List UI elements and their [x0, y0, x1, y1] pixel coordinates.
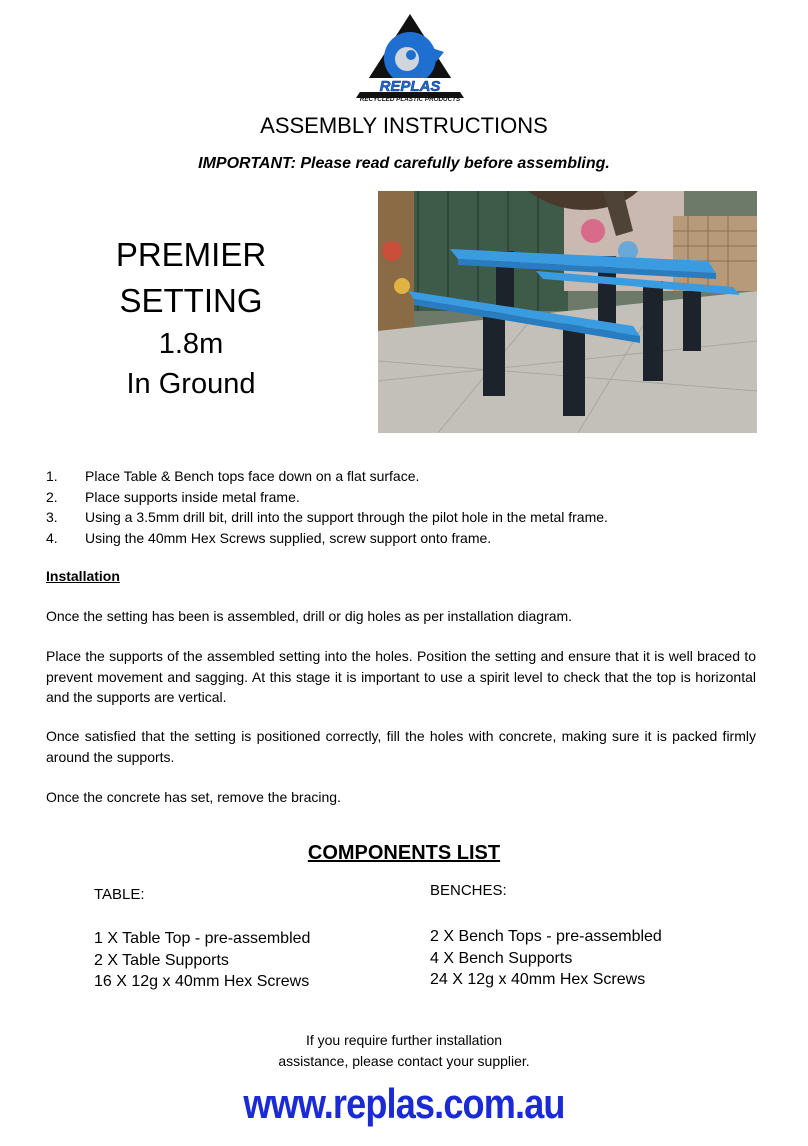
list-item: 16 X 12g x 40mm Hex Screws [94, 973, 310, 990]
installation-paragraph: Once the setting has been is assembled, drill or dig holes as per installation diagram. [46, 608, 573, 624]
installation-paragraph: Place the supports of the assembled setting into the holes. Position the setting and ensure that it is well braced to prevent movement and sagging. At this stage it is important to use a spirit level to check that the top is horizontal and the supports are vertical. [46, 648, 756, 705]
step-number: 1. [46, 468, 58, 484]
step-text: Place Table & Bench tops face down on a flat surface. [85, 468, 420, 484]
installation-heading: Installation [46, 568, 120, 584]
list-item [46, 507, 766, 528]
list-item: 1 X Table Top - pre-assembled [94, 930, 311, 947]
table-components-title: TABLE: [94, 886, 145, 903]
installation-paragraph: Once satisfied that the setting is positioned correctly, fill the holes with concrete, making sure it is packed firmly around the supports. [46, 728, 756, 765]
table-components-list [94, 928, 310, 993]
list-item: 2 X Table Supports [94, 951, 229, 969]
components-heading: COMPONENTS LIST [307, 842, 501, 864]
logo-tagline: RECYCLED PLASTIC PRODUCTS [359, 96, 461, 103]
list-item [46, 528, 766, 549]
list-item: 4 X Bench Supports [430, 949, 573, 967]
assembly-steps [46, 466, 766, 548]
step-number: 2. [46, 488, 58, 505]
installation-paragraph: Once the concrete has set, remove the bracing. [46, 789, 341, 805]
page-title: ASSEMBLY INSTRUCTIONS [260, 113, 548, 138]
product-size: 1.8m [158, 328, 224, 360]
bench-components-title: BENCHES: [430, 882, 507, 899]
step-number: 4. [46, 529, 58, 546]
list-item: 2 X Bench Tops - pre-assembled [430, 928, 662, 945]
support-note-line-1: If you require further installation [305, 1032, 503, 1048]
step-text: Using the 40mm Hex Screws supplied, screw support onto frame. [85, 529, 492, 546]
list-item [46, 487, 766, 508]
website-link[interactable]: www.replas.com.au [243, 1080, 565, 1127]
product-line-1: PREMIER [115, 236, 267, 273]
bench-components-list [430, 926, 662, 991]
important-note: IMPORTANT: Please read carefully before assembling. [198, 155, 610, 172]
product-line-2: SETTING [119, 282, 263, 319]
step-text: Using a 3.5mm drill bit, drill into the support through the pilot hole in the metal frame. [85, 509, 608, 525]
product-name [60, 232, 322, 404]
step-number: 3. [46, 509, 58, 525]
list-item [46, 466, 766, 487]
product-mount: In Ground [126, 368, 256, 400]
picnic-setting-image [378, 191, 757, 433]
support-note-line-2: assistance, please contact your supplier. [278, 1052, 530, 1069]
logo-graphic [352, 12, 468, 104]
product-photo [378, 191, 757, 433]
support-note [0, 1030, 808, 1071]
list-item: 24 X 12g x 40mm Hex Screws [430, 971, 646, 988]
logo-brand: REPLAS [379, 78, 441, 95]
step-text: Place supports inside metal frame. [85, 488, 300, 505]
replas-logo [352, 12, 468, 104]
